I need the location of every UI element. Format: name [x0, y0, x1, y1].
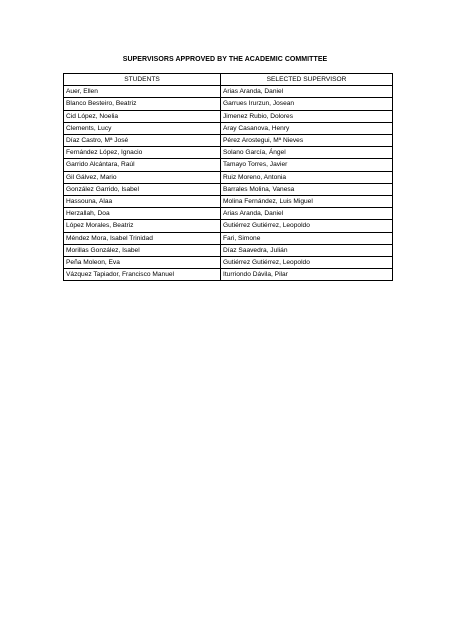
header-row: [64, 74, 393, 86]
table-row: [64, 269, 393, 281]
table-header: [64, 74, 393, 86]
table-row: [64, 122, 393, 134]
student-cell: Blanco Besteiro, Beatriz: [64, 98, 221, 110]
student-cell: Morillas González, Isabel: [64, 244, 221, 256]
table-row: [64, 196, 393, 208]
student-cell: Fernández López, Ignacio: [64, 147, 221, 159]
student-cell: Vázquez Tapiador, Francisco Manuel: [64, 269, 221, 281]
supervisor-cell: Díaz Saavedra, Julián: [221, 244, 393, 256]
student-cell: Hassouna, Alaa: [64, 196, 221, 208]
student-cell: Méndez Mora, Isabel Trinidad: [64, 232, 221, 244]
table-row: [64, 208, 393, 220]
table-row: [64, 110, 393, 122]
student-cell: Cid López, Noelia: [64, 110, 221, 122]
table-row: [64, 232, 393, 244]
supervisor-cell: Garrues Irurzun, Josean: [221, 98, 393, 110]
student-cell: Peña Moleon, Eva: [64, 257, 221, 269]
student-cell: Gil Gálvez, Mario: [64, 171, 221, 183]
supervisor-cell: Arias Aranda, Daniel: [221, 208, 393, 220]
table-row: [64, 135, 393, 147]
table-row: [64, 98, 393, 110]
student-cell: Herzallah, Doa: [64, 208, 221, 220]
table-row: [64, 159, 393, 171]
table-row: [64, 183, 393, 195]
supervisor-cell: Molina Fernández, Luis Miguel: [221, 196, 393, 208]
student-cell: Auer, Ellen: [64, 86, 221, 98]
supervisor-column-header: SELECTED SUPERVISOR: [221, 74, 393, 86]
supervisor-cell: Arias Aranda, Daniel: [221, 86, 393, 98]
student-cell: González Garrido, Isabel: [64, 183, 221, 195]
supervisor-cell: Gutiérrez Gutiérrez, Leopoldo: [221, 257, 393, 269]
table-row: [64, 86, 393, 98]
supervisor-cell: Iturriondo Dávila, Pilar: [221, 269, 393, 281]
table-row: [64, 257, 393, 269]
supervisors-table: [63, 73, 393, 281]
supervisor-cell: Solano García, Ángel: [221, 147, 393, 159]
table-row: [64, 220, 393, 232]
supervisor-cell: Tamayo Torres, Javier: [221, 159, 393, 171]
table-row: [64, 171, 393, 183]
student-cell: Clements, Lucy: [64, 122, 221, 134]
supervisor-cell: Ruiz Moreno, Antonia: [221, 171, 393, 183]
supervisor-cell: Aray Casanova, Henry: [221, 122, 393, 134]
table-row: [64, 244, 393, 256]
student-cell: Díaz Castro, Mª José: [64, 135, 221, 147]
supervisor-cell: Jimenez Rubio, Dolores: [221, 110, 393, 122]
students-column-header: STUDENTS: [64, 74, 221, 86]
table-body: [64, 86, 393, 281]
supervisor-cell: Barrales Molina, Vanesa: [221, 183, 393, 195]
student-cell: Garrido Alcántara, Raúl: [64, 159, 221, 171]
supervisor-cell: Fari, Simone: [221, 232, 393, 244]
supervisor-cell: Gutiérrez Gutiérrez, Leopoldo: [221, 220, 393, 232]
table-row: [64, 147, 393, 159]
supervisor-cell: Pérez Arostegui, Mª Nieves: [221, 135, 393, 147]
student-cell: López Morales, Beatriz: [64, 220, 221, 232]
page-title: SUPERVISORS APPROVED BY THE ACADEMIC COMMITTEE: [122, 56, 328, 63]
